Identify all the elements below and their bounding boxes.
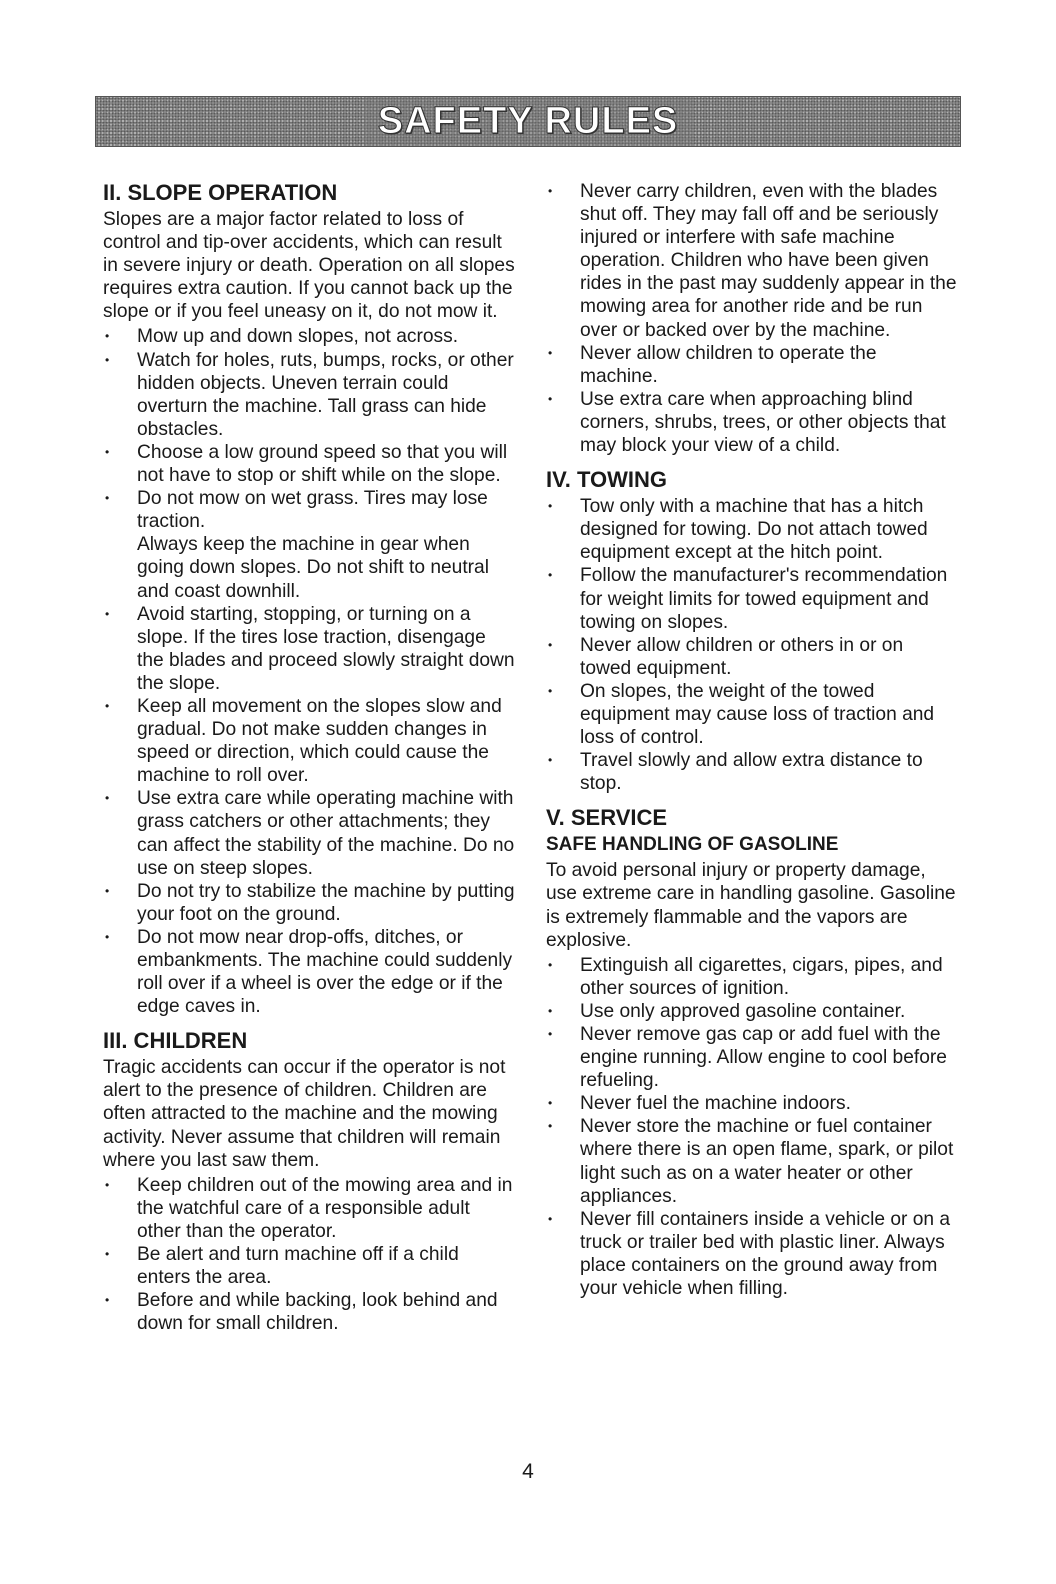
list-item: • On slopes, the weight of the towed equipment may cause loss of traction and loss of control.	[546, 680, 959, 749]
towing-list	[546, 495, 959, 795]
page-number: 4	[522, 1460, 534, 1483]
list-item: • Do not try to stabilize the machine by putting your foot on the ground.	[103, 880, 516, 926]
towing-heading: IV. TOWING	[546, 467, 668, 493]
list-item: • Follow the manufacturer's recommendation for weight limits for towed equipment and towing on slopes.	[546, 564, 959, 633]
children-heading: III. CHILDREN	[103, 1028, 248, 1054]
list-item: • Use extra care when approaching blind corners, shrubs, trees, or other objects that may block your view of a child.	[546, 388, 959, 457]
list-item: • Do not mow on wet grass. Tires may lose traction.	[103, 487, 516, 533]
slope-intro: Slopes are a major factor related to loss of control and tip-over accidents, which can result in severe injury or death. Operation on all slopes requires extra caution. If you cannot back up the slope or if you feel uneasy on it, do not mow it.	[103, 209, 515, 323]
list-item: • Mow up and down slopes, not across.	[103, 325, 516, 348]
safety-rules-banner	[95, 96, 961, 147]
list-item: • Be alert and turn machine off if a child enters the area.	[103, 1243, 516, 1289]
list-item: • Never fill containers inside a vehicle or on a truck or trailer bed with plastic liner. Always place containers on the ground away from your vehicle when filling.	[546, 1208, 959, 1300]
service-intro: To avoid personal injury or property damage, use extreme care in handling gasoline. Gasoline is extremely flammable and the vapors are explosive.	[546, 860, 956, 951]
slope-list	[103, 325, 516, 1018]
children-list-right	[546, 180, 959, 457]
list-item: • Never allow children or others in or on towed equipment.	[546, 634, 959, 680]
list-item: • Avoid starting, stopping, or turning on a slope. If the tires lose traction, disengage the blades and proceed slowly straight down the slope.	[103, 603, 516, 695]
left-column	[103, 180, 516, 1345]
list-item: • Travel slowly and allow extra distance to stop.	[546, 749, 959, 795]
list-item: • Never remove gas cap or add fuel with the engine running. Allow engine to cool before refueling.	[546, 1023, 959, 1092]
list-item: • Use extra care while operating machine with grass catchers or other attachments; they can affect the stability of the machine. Do no use on steep slopes.	[103, 787, 516, 879]
list-item: • Choose a low ground speed so that you will not have to stop or shift while on the slope.	[103, 441, 516, 487]
slope-heading: II. SLOPE OPERATION	[103, 180, 338, 205]
list-item: • Before and while backing, look behind and down for small children.	[103, 1289, 516, 1335]
banner-title: SAFETY RULES	[364, 97, 693, 146]
list-item: • Do not mow near drop-offs, ditches, or embankments. The machine could suddenly roll over if a wheel is over the edge or if the edge caves in.	[103, 926, 516, 1018]
list-item: • Keep children out of the mowing area and in the watchful care of a responsible adult other than the operator.	[103, 1174, 516, 1243]
list-item: • Use only approved gasoline container.	[546, 1000, 959, 1023]
children-list-left	[103, 1174, 516, 1336]
list-item: • Never allow children to operate the machine.	[546, 342, 959, 388]
right-column	[546, 180, 959, 1310]
list-item: • Tow only with a machine that has a hitch designed for towing. Do not attach towed equipment except at the hitch point.	[546, 495, 959, 564]
children-intro: Tragic accidents can occur if the operator is not alert to the presence of children. Children are often attracted to the machine and the mowing activity. Never assume that children will remain where you last saw them.	[103, 1057, 506, 1171]
list-item: • Watch for holes, ruts, bumps, rocks, or other hidden objects. Uneven terrain could overturn the machine. Tall grass can hide obstacles.	[103, 349, 516, 441]
list-item: • Never carry children, even with the blades shut off. They may fall off and be seriously injured or interfere with safe machine operation. Children who have been given rides in the past may suddenly appear in the mowing area for another ride and be run over or backed over by the machine.	[546, 180, 959, 342]
service-heading: V. SERVICE	[546, 805, 668, 831]
list-item: • Keep all movement on the slopes slow and gradual. Do not make sudden changes in speed or direction, which could cause the machine to roll over.	[103, 695, 516, 787]
service-list	[546, 954, 959, 1300]
list-item: • Never fuel the machine indoors.	[546, 1092, 959, 1115]
list-item: • Never store the machine or fuel container where there is an open flame, spark, or pilot light such as on a water heater or other appliances.	[546, 1115, 959, 1207]
gasoline-subheading: SAFE HANDLING OF GASOLINE	[546, 834, 839, 856]
list-item: Always keep the machine in gear when going down slopes. Do not shift to neutral and coast downhill.	[137, 534, 489, 602]
list-item: • Extinguish all cigarettes, cigars, pipes, and other sources of ignition.	[546, 954, 959, 1000]
